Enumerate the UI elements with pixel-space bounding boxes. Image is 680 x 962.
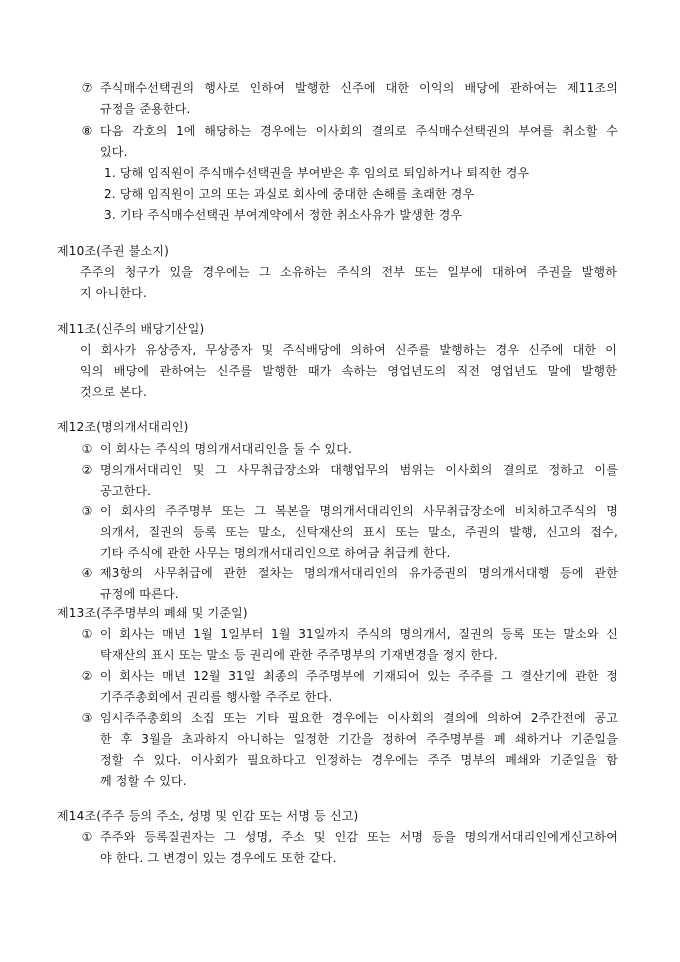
item-marker: ②: [81, 463, 93, 477]
sub-item: 1. 당해 임직원이 주식매수선택권을 부여받은 후 임의로 퇴임하거나 퇴직한 경우: [104, 166, 530, 180]
paragraph-line: 이 회사는 매년 1월 1일부터 1월 31일까지 주식의 명의개서, 질권의 등록 또는 말소와 신: [100, 627, 618, 641]
paragraph-line: 주주의 청구가 있을 경우에는 그 소유하는 주식의 전부 또는 일부에 대하여 주권을 발행하: [80, 265, 617, 279]
item-marker: ③: [81, 504, 93, 518]
item-marker: ④: [81, 566, 93, 580]
paragraph-line: 기주주총회에서 권리를 행사할 주주로 한다.: [100, 690, 333, 704]
article-heading: 제10조(주권 불소지): [57, 244, 169, 258]
paragraph-line: 야 한다. 그 변경이 있는 경우에도 또한 같다.: [100, 851, 337, 865]
item-marker: ②: [81, 669, 93, 683]
paragraph-line: 규정을 준용한다.: [100, 102, 191, 116]
article-heading: 제14조(주주 등의 주소, 성명 및 인감 또는 서명 등 신고): [57, 809, 359, 823]
article-heading: 제12조(명의개서대리인): [57, 420, 189, 434]
paragraph-line: 이 회사는 매년 12월 31일 최종의 주주명부에 기재되어 있는 주주를 그 결산기에 관한 정: [100, 669, 618, 683]
paragraph-line: 의개서, 질권의 등록 또는 말소, 신탁재산의 표시 또는 말소, 주권의 발행, 신고의 접수,: [100, 525, 618, 539]
paragraph-line: 주식매수선택권의 행사로 인하여 발행한 신주에 대한 이익의 배당에 관하여는 제11조의: [100, 81, 618, 95]
item-marker: ①: [81, 627, 93, 641]
paragraph-line: 탁재산의 표시 또는 말소 등 권리에 관한 주주명부의 기재변경을 정지 한다.: [100, 648, 498, 662]
paragraph-line: 정할 수 있다. 이사회가 필요하다고 인정하는 경우에는 주주 명부의 폐쇄와 기준일을 함: [100, 753, 618, 767]
paragraph-line: 이 회사는 주식의 명의개서대리인을 둘 수 있다.: [100, 442, 353, 456]
paragraph-line: 지 아니한다.: [80, 286, 147, 300]
article-heading: 제11조(신주의 배당기산일): [57, 322, 205, 336]
sub-item: 2. 당해 임직원이 고의 또는 과실로 회사에 중대한 손해를 초래한 경우: [104, 187, 475, 201]
sub-item: 3. 기타 주식매수선택권 부여계약에서 정한 취소사유가 발생한 경우: [104, 208, 463, 222]
paragraph-line: 기타 주식에 관한 사무는 명의개서대리인으로 하여금 취급케 한다.: [100, 546, 451, 560]
paragraph-line: 있다.: [100, 145, 128, 159]
paragraph-line: 한 후 3월을 초과하지 아니하는 일정한 기간을 정하여 주주명부를 폐 쇄하거나 기준일을: [100, 732, 618, 746]
paragraph-line: 제3항의 사무취급에 관한 절차는 명의개서대리인의 유가증권의 명의개서대행 등에 관한: [100, 566, 618, 580]
paragraph-line: 께 정할 수 있다.: [100, 774, 187, 788]
paragraph-line: 임시주주총회의 소집 또는 기타 필요한 경우에는 이사회의 결의에 의하여 2주간전에 공고: [100, 711, 618, 725]
item-marker: ⑧: [81, 124, 93, 138]
article-heading: 제13조(주주명부의 폐쇄 및 기준일): [57, 606, 248, 620]
paragraph-line: 익의 배당에 관하여는 신주를 발행한 때가 속하는 영업년도의 직전 영업년도 말에 발행한: [80, 364, 617, 378]
item-marker: ⑦: [81, 81, 93, 95]
paragraph-line: 명의개서대리인 및 그 사무취급장소와 대행업무의 범위는 이사회의 결의로 정하고 이를: [100, 463, 618, 477]
paragraph-line: 규정에 따른다.: [100, 587, 179, 601]
paragraph-line: 이 회사가 유상증자, 무상증자 및 주식배당에 의하여 신주를 발행하는 경우 신주에 대한 이: [80, 343, 617, 357]
item-marker: ①: [81, 442, 93, 456]
item-marker: ①: [81, 830, 93, 844]
paragraph-line: 주주와 등록질권자는 그 성명, 주소 및 인감 또는 서명 등을 명의개서대리인에게신고하여: [100, 830, 618, 844]
paragraph-line: 공고한다.: [100, 484, 152, 498]
item-marker: ③: [81, 711, 93, 725]
paragraph-line: 것으로 본다.: [80, 385, 147, 399]
paragraph-line: 이 회사의 주주명부 또는 그 복본을 명의개서대리인의 사무취급장소에 비치하고주식의 명: [100, 504, 618, 518]
paragraph-line: 다음 각호의 1에 해당하는 경우에는 이사회의 결의로 주식매수선택권의 부여를 취소할 수: [100, 124, 618, 138]
